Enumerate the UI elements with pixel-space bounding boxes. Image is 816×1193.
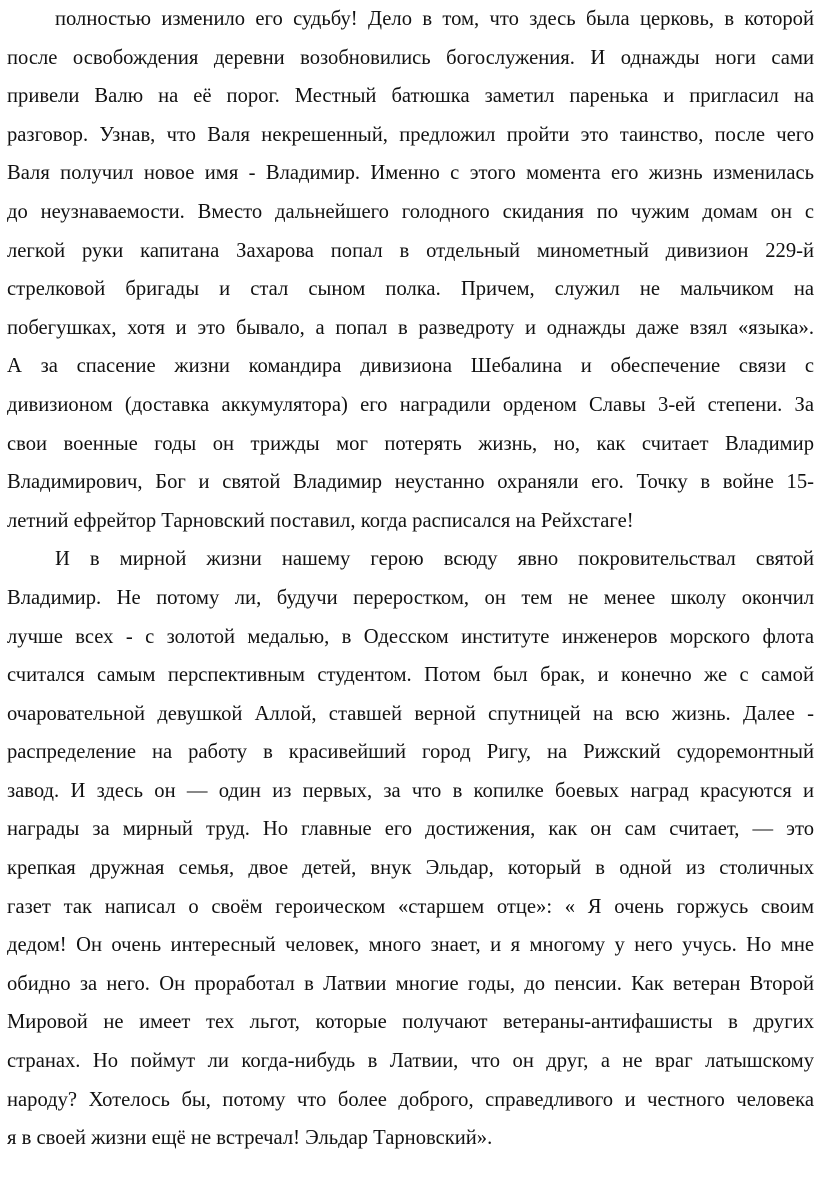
text-line: стрелковой бригады и стал сыном полка. Причем, служил не мальчиком на [7, 278, 814, 301]
text-line: полностью изменило его судьбу! Дело в том, что здесь была церковь, в которой [55, 8, 814, 30]
text-line: газет так написал о своём героическом «старшем отце»: « Я очень горжусь своим [7, 895, 814, 918]
text-line: странах. Но поймут ли когда-нибудь в Латвии, что он друг, а не враг латышскому [7, 1050, 814, 1073]
text-line: летний ефрейтор Тарновский поставил, когда расписался на Рейхстаге! [7, 509, 634, 532]
text-line: награды за мирный труд. Но главные его достижения, как он сам считает, — это [7, 818, 814, 841]
text-line: обидно за него. Он проработал в Латвии многие годы, до пенсии. Как ветеран Второй [7, 972, 814, 995]
text-line: А за спасение жизни командира дивизиона Шебалина и обеспечение связи с [7, 355, 814, 378]
document-body [7, 0, 814, 1158]
text-line: я в своей жизни ещё не встречал! Эльдар Тарновский». [7, 1127, 493, 1150]
text-line: крепкая дружная семья, двое детей, внук Эльдар, который в одной из столичных [7, 857, 814, 880]
text-line: лучше всех - с золотой медалью, в Одесском институте инженеров морского флота [7, 625, 814, 648]
text-line: до неузнаваемости. Вместо дальнейшего голодного скидания по чужим домам он с [7, 200, 814, 223]
text-line: дедом! Он очень интересный человек, много знает, и я многому у него учусь. Но мне [7, 934, 814, 957]
text-line: свои военные годы он трижды мог потерять жизнь, но, как считает Владимир [7, 432, 814, 455]
text-line: завод. И здесь он — один из первых, за что в копилке боевых наград красуются и [7, 779, 814, 802]
text-line: Валя получил новое имя - Владимир. Именно с этого момента его жизнь изменилась [7, 162, 814, 185]
text-line: считался самым перспективным студентом. Потом был брак, и конечно же с самой [7, 664, 814, 687]
text-line: побегушках, хотя и это бывало, а попал в разведроту и однажды даже взял «языка». [7, 316, 814, 339]
text-line: после освобождения деревни возобновились богослужения. И однажды ноги сами [7, 46, 814, 69]
text-line: Мировой не имеет тех льгот, которые получают ветераны-антифашисты в других [7, 1011, 814, 1034]
text-line: народу? Хотелось бы, потому что более доброго, справедливого и честного человека [7, 1088, 814, 1111]
text-line: Владимирович, Бог и святой Владимир неустанно охраняли его. Точку в войне 15- [7, 471, 814, 494]
text-line: Владимир. Не потому ли, будучи переростком, он тем не менее школу окончил [7, 586, 814, 609]
text-line: привели Валю на её порог. Местный батюшка заметил паренька и пригласил на [7, 85, 814, 108]
text-line: очаровательной девушкой Аллой, ставшей верной спутницей на всю жизнь. Далее - [7, 702, 814, 725]
paragraph-1 [7, 0, 814, 540]
text-line: разговор. Узнав, что Валя некрешенный, предложил пройти это таинство, после чего [7, 123, 814, 146]
text-line: распределение на работу в красивейший город Ригу, на Рижский судоремонтный [7, 741, 814, 764]
paragraph-2 [7, 540, 814, 1158]
text-line: легкой руки капитана Захарова попал в отдельный минометный дивизион 229-й [7, 239, 814, 262]
text-line: И в мирной жизни нашему герою всюду явно покровительствал святой [55, 548, 814, 571]
text-line: дивизионом (доставка аккумулятора) его наградили орденом Славы 3-ей степени. За [7, 393, 814, 416]
